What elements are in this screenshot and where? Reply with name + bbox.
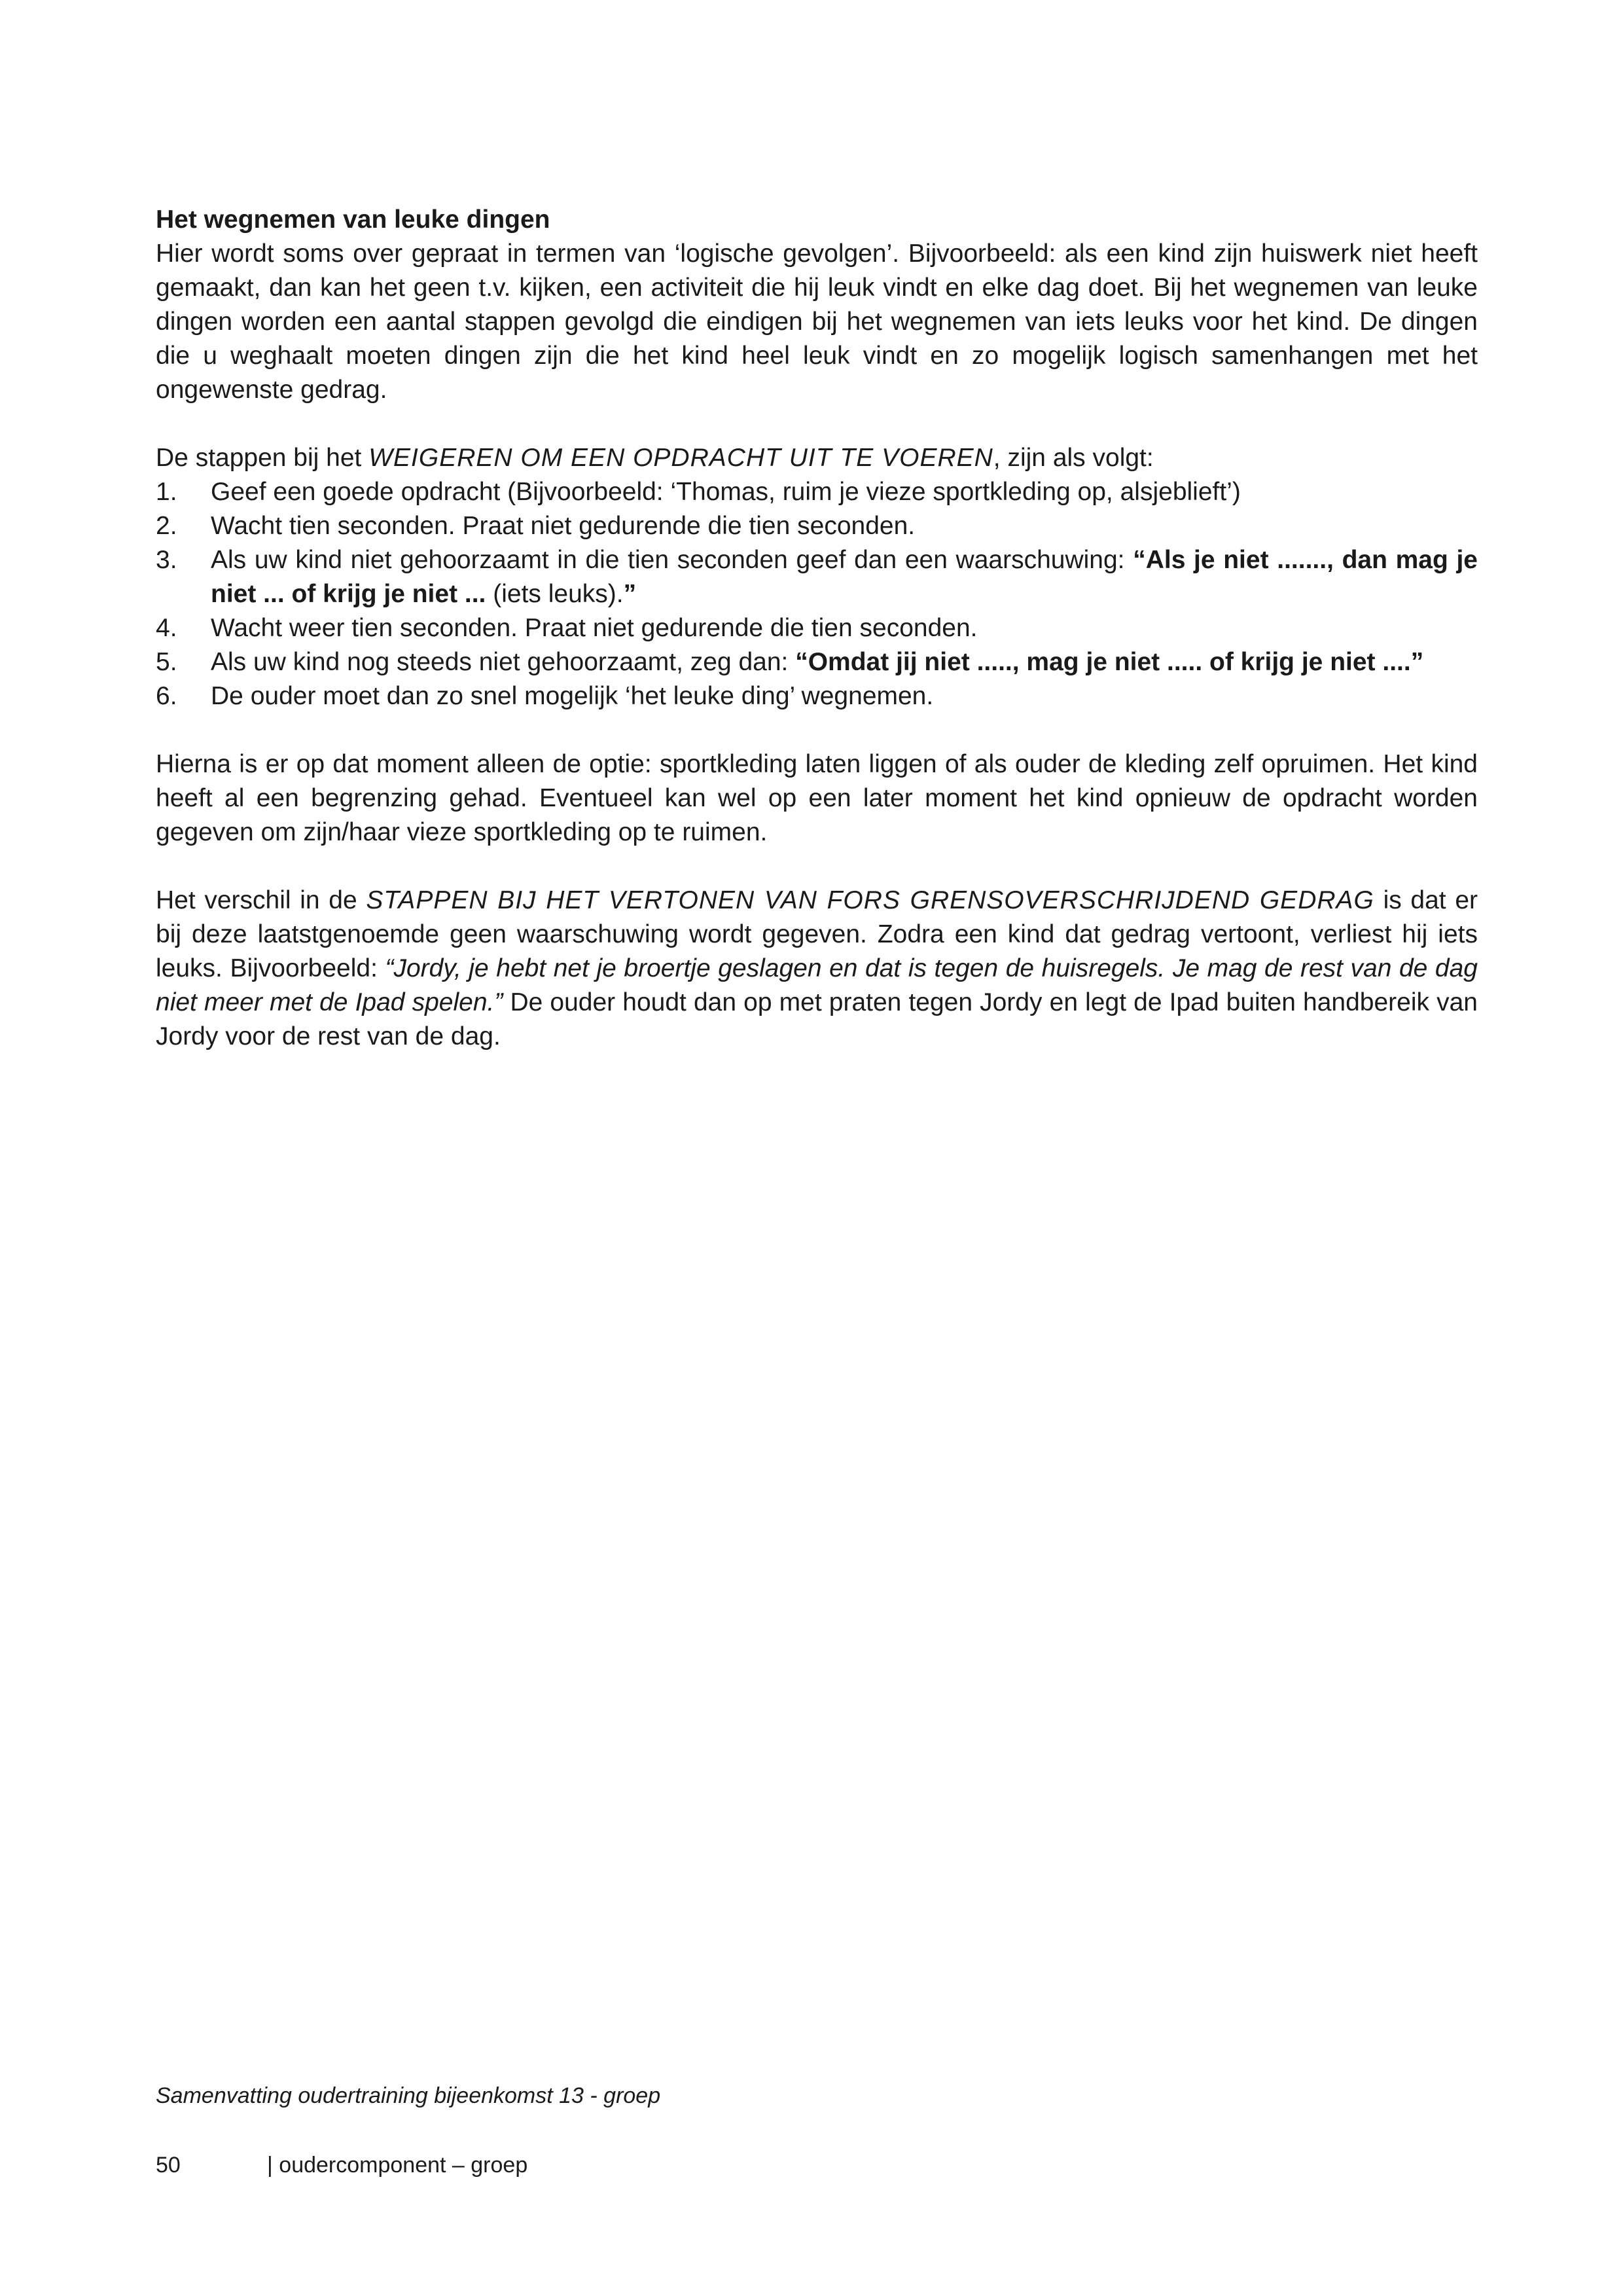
difference-quote: “Jordy, je hebt net je broertje geslagen en dat is tegen de huisregels. Je mag de rest van de dag niet meer met de Ipad spelen.”: [156, 954, 1478, 1016]
step-text: Geef een goede opdracht (Bijvoorbeeld: ‘Thomas, ruim je vieze sportkleding op, alsjeblieft’): [211, 478, 1241, 506]
difference-middle: is dat er bij deze laatstgenoemde geen waarschuwing wordt gegeven. Zodra een kind dat gedrag vertoont, verliest hij iets leuks. Bijvoorbeeld:: [156, 886, 1478, 982]
difference-after: De ouder houdt dan op met praten tegen Jordy en legt de Ipad buiten handbereik van Jordy voor de rest van de dag.: [156, 988, 1478, 1050]
step-number: 6.: [156, 682, 177, 710]
spacer: [156, 850, 1478, 884]
difference-emphasis: STAPPEN BIJ HET VERTONEN VAN FORS GRENSOVERSCHRIJDEND GEDRAG: [366, 886, 1374, 914]
page-footer: [156, 2151, 527, 2179]
page-content: [156, 203, 1478, 1054]
step-warning-quote: “Als je niet ......., dan mag je niet ... of krijg je niet ...: [211, 546, 1478, 608]
spacer: [156, 407, 1478, 441]
list-item: [156, 611, 1478, 645]
list-item: [156, 509, 1478, 543]
spacer: [156, 713, 1478, 747]
steps-intro-before: De stappen bij het: [156, 444, 369, 472]
step-text: Wacht weer tien seconden. Praat niet gedurende die tien seconden.: [211, 614, 978, 642]
section-title: Het wegnemen van leuke dingen: [156, 206, 550, 234]
step-quote-close: ”: [623, 580, 637, 608]
step-text-group: [211, 543, 1478, 611]
step-text-after: (iets leuks).: [486, 580, 624, 608]
step-text: Als uw kind niet gehoorzaamt in die tien seconden geef dan een waarschuwing:: [211, 546, 1133, 574]
after-steps-paragraph: Hierna is er op dat moment alleen de optie: sportkleding laten liggen of als ouder de kleding zelf opruimen. Het kind heeft al een begrenzing gehad. Eventueel kan wel op een later moment het kind opnieuw de opdracht worden gegeven om zijn/haar vieze sportkleding op te ruimen.: [156, 750, 1478, 846]
page-number: 50: [156, 2153, 181, 2178]
step-text-group: [211, 645, 1478, 679]
steps-intro: [156, 441, 1478, 475]
step-consequence-quote: “Omdat jij niet ....., mag je niet ..... of krijg je niet ....”: [795, 648, 1424, 676]
list-item: [156, 543, 1478, 611]
step-number: 4.: [156, 614, 177, 642]
list-item: [156, 475, 1478, 509]
footer-section-label: | oudercomponent – groep: [267, 2153, 528, 2178]
difference-before: Het verschil in de: [156, 886, 366, 914]
steps-list: [156, 475, 1478, 713]
steps-intro-emphasis: WEIGEREN OM EEN OPDRACHT UIT TE VOEREN: [368, 444, 993, 472]
step-number: 2.: [156, 512, 177, 540]
step-number: 3.: [156, 546, 177, 574]
steps-intro-after: , zijn als volgt:: [993, 444, 1154, 472]
step-number: 5.: [156, 648, 177, 676]
list-item: [156, 679, 1478, 713]
footer-caption: Samenvatting oudertraining bijeenkomst 13 - groep: [156, 2083, 661, 2108]
difference-paragraph: [156, 884, 1478, 1054]
list-item: [156, 645, 1478, 679]
step-text: De ouder moet dan zo snel mogelijk ‘het leuke ding’ wegnemen.: [211, 682, 934, 710]
step-text: Als uw kind nog steeds niet gehoorzaamt, zeg dan:: [211, 648, 796, 676]
step-text: Wacht tien seconden. Praat niet gedurende die tien seconden.: [211, 512, 916, 540]
intro-paragraph: Hier wordt soms over gepraat in termen van ‘logische gevolgen’. Bijvoorbeeld: als een kind zijn huiswerk niet heeft gemaakt, dan kan het geen t.v. kijken, een activiteit die hij leuk vindt en elke dag doet. Bij het wegnemen van leuke dingen worden een aantal stappen gevolgd die eindigen bij het wegnemen van iets leuks voor het kind. De dingen die u weghaalt moeten dingen zijn die het kind heel leuk vindt en zo mogelijk logisch samenhangen met het ongewenste gedrag.: [156, 240, 1478, 404]
step-number: 1.: [156, 478, 177, 506]
